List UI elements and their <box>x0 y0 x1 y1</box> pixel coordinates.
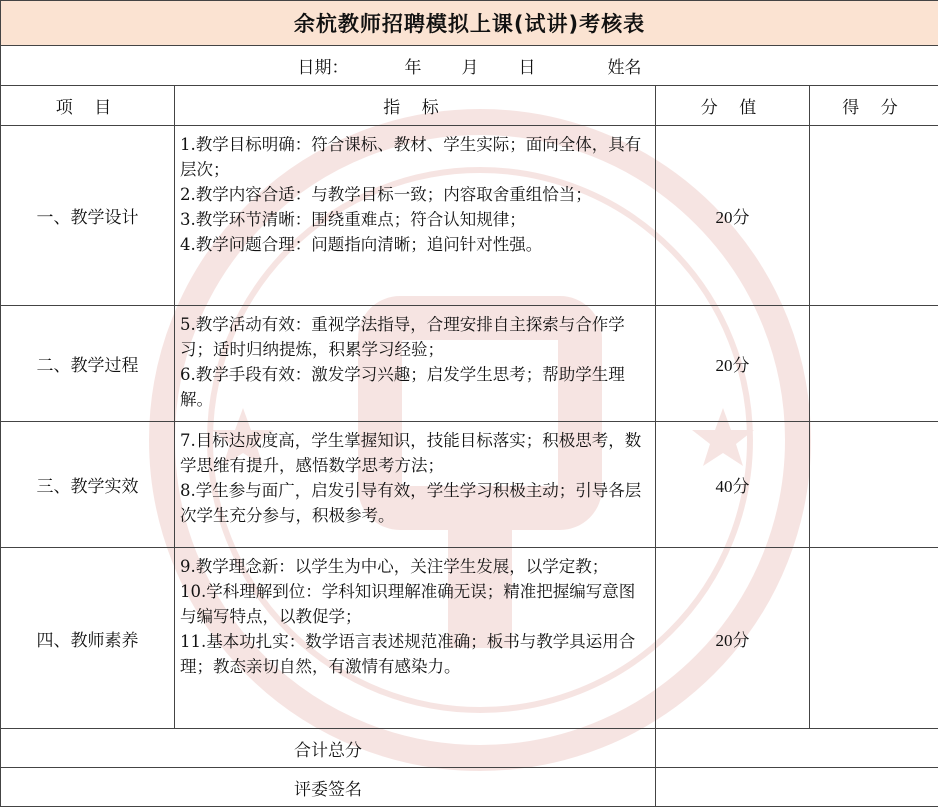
indicator-cell <box>175 422 656 548</box>
indicator-item: 6.教学手段有效：激发学习兴趣；启发学生思考；帮助学生理解。 <box>180 365 625 409</box>
judge-label: 评委签名 <box>1 768 656 807</box>
table-row <box>1 306 938 422</box>
header-row <box>1 86 938 126</box>
indicator-cell <box>175 306 656 422</box>
score-value-cell: 40分 <box>656 422 810 548</box>
indicator-item: 5.教学活动有效：重视学法指导，合理安排自主探索与合作学习；适时归纳提炼，积累学习经验； <box>180 315 625 359</box>
page-title: 余杭教师招聘模拟上课(试讲)考核表 <box>1 1 938 46</box>
month-label: 月 <box>461 58 479 78</box>
score-earned-cell[interactable] <box>810 306 938 422</box>
indicator-item: 1.教学目标明确：符合课标、教材、学生实际；面向全体，具有层次； <box>180 135 642 179</box>
total-row <box>1 729 938 768</box>
score-value-cell: 20分 <box>656 126 810 306</box>
category-cell: 一、教学设计 <box>1 126 175 306</box>
score-earned-cell[interactable] <box>810 548 938 729</box>
category-cell: 二、教学过程 <box>1 306 175 422</box>
judge-row <box>1 768 938 807</box>
table-row <box>1 126 938 306</box>
indicator-item: 8.学生参与面广，启发引导有效，学生学习积极主动；引导各层次学生充分参与，积极参考。 <box>180 481 642 525</box>
indicator-cell <box>175 126 656 306</box>
year-label: 年 <box>404 58 422 78</box>
header-score-earned: 得 分 <box>810 86 938 126</box>
date-name-line <box>1 46 938 86</box>
judge-signature-field[interactable] <box>656 768 938 807</box>
indicator-item: 9.教学理念新：以学生为中心，关注学生发展，以学定教； <box>180 557 609 576</box>
score-value-cell: 20分 <box>656 548 810 729</box>
table-row <box>1 548 938 729</box>
indicator-item: 10.学科理解到位：学科知识理解准确无误；精准把握编写意图与编写特点，以教促学； <box>180 582 636 626</box>
indicator-item: 3.教学环节清晰：围绕重难点；符合认知规律； <box>180 210 526 229</box>
category-cell: 三、教学实效 <box>1 422 175 548</box>
name-label: 姓名 <box>607 58 642 78</box>
indicator-cell <box>175 548 656 729</box>
header-item: 项 目 <box>1 86 175 126</box>
indicator-item: 7.目标达成度高，学生掌握知识，技能目标落实；积极思考，数学思维有提升，感悟数学思考方法； <box>180 431 642 475</box>
day-label: 日 <box>518 58 536 78</box>
header-score-value: 分 值 <box>656 86 810 126</box>
header-indicator: 指 标 <box>175 86 656 126</box>
indicator-item: 11.基本功扎实：数学语言表述规范准确；板书与教学具运用合理；教态亲切自然，有激情有感染力。 <box>180 632 636 676</box>
table-row <box>1 422 938 548</box>
category-cell: 四、教师素养 <box>1 548 175 729</box>
total-score-field[interactable] <box>656 729 938 768</box>
score-value-cell: 20分 <box>656 306 810 422</box>
score-earned-cell[interactable] <box>810 126 938 306</box>
total-label: 合计总分 <box>1 729 656 768</box>
score-earned-cell[interactable] <box>810 422 938 548</box>
indicator-item: 2.教学内容合适：与教学目标一致；内容取舍重组恰当； <box>180 185 592 204</box>
title-row <box>1 1 938 46</box>
date-label: 日期： <box>297 58 349 78</box>
indicator-item: 4.教学问题合理：问题指向清晰；追问针对性强。 <box>180 235 543 254</box>
date-row <box>1 46 938 86</box>
